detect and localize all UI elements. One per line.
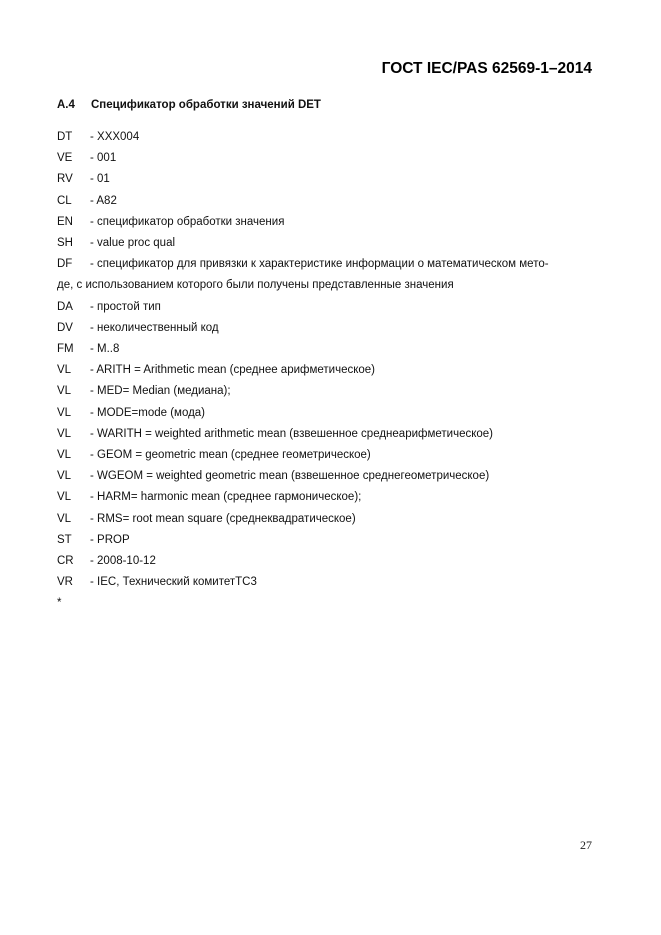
spec-value: - value proc qual xyxy=(90,237,176,250)
spec-row-vl xyxy=(57,381,587,402)
spec-row-vl xyxy=(57,509,587,530)
spec-value: - спецификатор обработки значения xyxy=(90,215,285,228)
spec-value-line1: - спецификатор для привязки к характеристике информации о математическом мето- xyxy=(90,258,549,271)
spec-code: DA xyxy=(57,300,73,313)
spec-code: FM xyxy=(57,343,74,356)
spec-row-ve xyxy=(57,148,587,169)
spec-value: - A82 xyxy=(90,194,117,207)
asterisk-marker: * xyxy=(57,597,62,610)
spec-row-vl xyxy=(57,466,587,487)
spec-value: - простой тип xyxy=(90,300,161,313)
spec-row-vl xyxy=(57,424,587,445)
spec-row-vl xyxy=(57,403,587,424)
spec-row-vl xyxy=(57,487,587,508)
spec-value: - GEOM = geometric mean (среднее геометрическое) xyxy=(90,449,371,462)
spec-value: - IEC, Технический комитетTC3 xyxy=(90,576,257,589)
spec-code: ST xyxy=(57,533,72,546)
spec-row-vl xyxy=(57,445,587,466)
spec-code: CR xyxy=(57,555,74,568)
spec-value: - MODE=mode (мода) xyxy=(90,406,206,419)
spec-code: VE xyxy=(57,152,73,165)
spec-row-vl xyxy=(57,360,587,381)
spec-value: - PROP xyxy=(90,533,130,546)
spec-code: VL xyxy=(57,406,72,419)
spec-code: CL xyxy=(57,194,72,207)
specifier-list xyxy=(57,127,587,615)
spec-value: - XXX004 xyxy=(90,131,140,143)
spec-code: RV xyxy=(57,173,73,186)
spec-row-st xyxy=(57,530,587,551)
spec-value-line2: де, с использованием которого были получены представленные значения xyxy=(57,279,454,292)
spec-code: VL xyxy=(57,449,72,462)
document-header: ГОСТ IEC/PAS 62569-1–2014 xyxy=(381,60,592,77)
spec-value: - 01 xyxy=(90,173,110,186)
spec-value: - ARITH = Arithmetic mean (среднее арифметическое) xyxy=(90,364,376,377)
spec-code: DV xyxy=(57,321,73,334)
spec-row-vr xyxy=(57,572,587,593)
spec-code: VL xyxy=(57,512,72,525)
spec-code: VL xyxy=(57,427,72,440)
spec-code: VL xyxy=(57,385,72,398)
spec-value: - неколичественный код xyxy=(90,321,219,334)
spec-code: VL xyxy=(57,364,72,377)
spec-row-df xyxy=(57,254,587,296)
spec-row-cr xyxy=(57,551,587,572)
spec-code: EN xyxy=(57,215,73,228)
section-number: А.4 xyxy=(57,99,75,111)
spec-code: VR xyxy=(57,576,73,589)
spec-row-fm xyxy=(57,339,587,360)
spec-code: VL xyxy=(57,470,72,483)
spec-row-da xyxy=(57,297,587,318)
spec-row-cl xyxy=(57,191,587,212)
spec-value: - WGEOM = weighted geometric mean (взвешенное среднегеометрическое) xyxy=(90,470,490,483)
spec-row-dt xyxy=(57,127,587,148)
section-heading xyxy=(57,99,321,111)
spec-value: - 2008-10-12 xyxy=(90,555,156,568)
spec-row-en xyxy=(57,212,587,233)
spec-value: - MED= Median (медиана); xyxy=(90,385,231,398)
spec-value: - 001 xyxy=(90,152,117,165)
spec-row-sh xyxy=(57,233,587,254)
spec-code: DT xyxy=(57,131,73,143)
spec-value: - WARITH = weighted arithmetic mean (взвешенное среднеарифметическое) xyxy=(90,427,494,440)
spec-value: - M..8 xyxy=(90,343,120,356)
section-title: Спецификатор обработки значений DET xyxy=(91,99,321,111)
spec-code: DF xyxy=(57,258,73,271)
spec-code: VL xyxy=(57,491,72,504)
spec-code: SH xyxy=(57,237,73,250)
end-marker xyxy=(57,593,587,614)
spec-value: - RMS= root mean square (среднеквадратическое) xyxy=(90,512,356,525)
spec-row-rv xyxy=(57,169,587,190)
spec-value: - HARM= harmonic mean (среднее гармоническое); xyxy=(90,491,362,504)
spec-row-dv xyxy=(57,318,587,339)
page-number: 27 xyxy=(580,838,592,852)
